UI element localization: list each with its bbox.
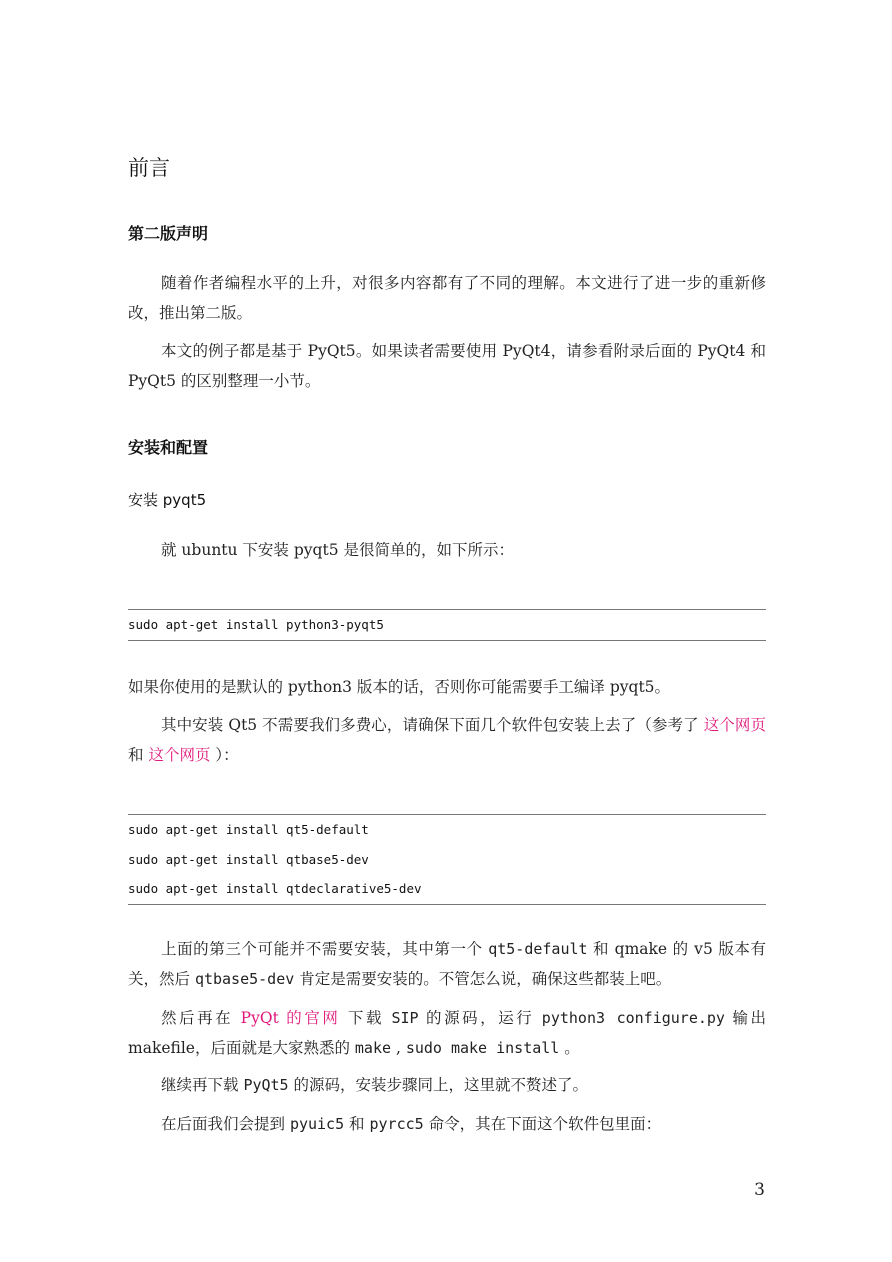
paragraph-ubuntu-install: 就 ubuntu 下安装 pyqt5 是很简单的，如下所示： (161, 541, 514, 559)
paragraph-python3-default: 如果你使用的是默认的 python3 版本的话，否则你可能需要手工编译 pyqt5。 (128, 678, 671, 696)
text-span: 和 qmake 的 v5 版本有关，然后 (128, 940, 766, 988)
code-line: sudo apt-get install qt5-default (128, 822, 369, 837)
heading-install-pyqt5: 安装 pyqt5 (128, 491, 207, 509)
paragraph-package-notes (128, 934, 766, 994)
inline-code: pyuic5 (289, 1115, 345, 1133)
inline-code: make (354, 1039, 392, 1057)
inline-code: SIP (391, 1009, 419, 1027)
text-span: 命令，其在下面这个软件包里面： (423, 1115, 662, 1133)
text-span: 和 (344, 1115, 370, 1133)
code-line: sudo apt-get install qtbase5-dev (128, 851, 369, 867)
link-reference-page-1[interactable]: 这个网页 (703, 716, 766, 734)
text-span: ）： (210, 746, 239, 764)
text-span: 和 (128, 746, 149, 764)
paragraph-qt5-packages (128, 710, 766, 770)
code-block-qt5-packages (128, 814, 766, 905)
code-line: sudo apt-get install qtdeclarative5-dev (128, 881, 422, 896)
code-line: sudo apt-get install python3-pyqt5 (128, 617, 384, 632)
text-span: 上面的第三个可能并不需要安装，其中第一个 (161, 940, 489, 958)
text-span: 的源码，运行 (418, 1009, 542, 1027)
text-span: , (391, 1039, 406, 1057)
page-number: 3 (754, 1180, 765, 1200)
heading-second-edition: 第二版声明 (128, 224, 209, 243)
heading-install-config: 安装和配置 (128, 438, 209, 457)
inline-code: pyrcc5 (369, 1115, 424, 1133)
paragraph-sip-build (128, 1003, 766, 1063)
paragraph-second-edition: 随着作者编程水平的上升，对很多内容都有了不同的理解。本文进行了进一步的重新修改，推出第二版。 (128, 274, 766, 322)
link-reference-page-2[interactable]: 这个网页 (148, 746, 211, 764)
text-span: 下载 (340, 1009, 392, 1027)
text-span: 的源码，安装步骤同上，这里就不赘述了。 (288, 1076, 589, 1094)
heading-preface: 前言 (128, 156, 170, 180)
inline-code: qt5-default (488, 940, 588, 958)
paragraph-pyqt5-source (128, 1070, 766, 1100)
inline-code: qtbase5-dev (194, 970, 295, 988)
text-span: 。 (559, 1039, 580, 1057)
text-span: 其中安装 Qt5 不需要我们多费心，请确保下面几个软件包安装上去了（参考了 (161, 716, 704, 734)
paragraph-pyqt-version: 本文的例子都是基于 PyQt5。如果读者需要使用 PyQt4，请参看附录后面的 PyQt4 和 PyQt5 的区别整理一小节。 (128, 342, 766, 390)
code-block-install-pyqt5 (128, 609, 766, 641)
paragraph-pyuic5-pyrcc5 (128, 1109, 766, 1139)
text-span: 然后再在 (161, 1009, 241, 1027)
text-span: 在后面我们会提到 (161, 1115, 290, 1133)
inline-code: python3 configure.py (541, 1009, 725, 1027)
text-span: 肯定是需要安装的。不管怎么说，确保这些都装上吧。 (294, 970, 672, 988)
text-span: 继续再下载 (161, 1076, 244, 1094)
link-pyqt-official-site[interactable]: PyQt 的官网 (240, 1009, 341, 1027)
inline-code: PyQt5 (243, 1076, 289, 1094)
text-span: 输出 makefile，后面就是大家熟悉的 (128, 1009, 766, 1057)
inline-code: sudo make install (405, 1039, 560, 1057)
